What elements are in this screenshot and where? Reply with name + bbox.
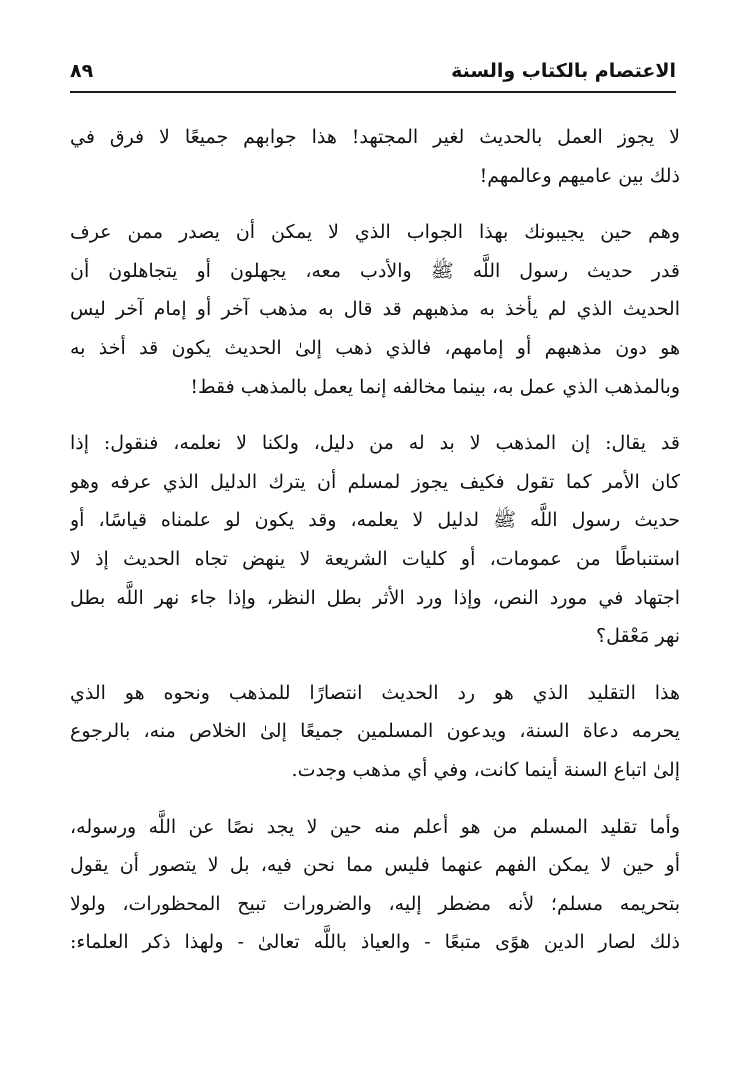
paragraph-gap: [70, 406, 680, 424]
page-header: [70, 56, 676, 96]
text-line: ذلك لصار الدين هوًى متبعًا - والعياذ باللَّه تعالىٰ - ولهذا ذكر العلماء:: [70, 931, 680, 954]
text-line: هو دون مذهبهم أو إمامهم، فالذي ذهب إلىٰ الحديث يكون قد أخذ به: [70, 336, 680, 359]
paragraph: [70, 424, 680, 656]
text-line: نهر مَعْقل؟: [596, 625, 680, 648]
text-line: حديث رسول اللَّه ﷺ لدليل لا يعلمه، وقد يكون لو علمناه قياسًا، أو: [70, 509, 680, 532]
text-line: وهم حين يجيبونك بهذا الجواب الذي لا يمكن أن يصدر ممن عرف: [70, 221, 680, 244]
running-title: الاعتصام بالكتاب والسنة: [451, 60, 676, 82]
text-line: وأما تقليد المسلم من هو أعلم منه حين لا يجد نصًا عن اللَّه ورسوله،: [70, 815, 680, 838]
text-line: وبالمذهب الذي عمل به، بينما مخالفه إنما يعمل بالمذهب فقط!: [190, 375, 680, 398]
text-line: إلىٰ اتباع السنة أينما كانت، وفي أي مذهب وجدت.: [291, 758, 680, 781]
page-number: ٨٩: [70, 60, 94, 82]
paragraph: [70, 808, 680, 962]
paragraph-gap: [70, 790, 680, 808]
paragraph-gap: [70, 195, 680, 213]
text-line: لا يجوز العمل بالحديث لغير المجتهد! هذا جوابهم جميعًا لا فرق في: [70, 126, 680, 148]
header-rule: [70, 91, 676, 93]
text-line: اجتهاد في مورد النص، وإذا ورد الأثر بطل النظر، وإذا جاء نهر اللَّه بطل: [70, 586, 680, 609]
text-line: ذلك بين عاميهم وعالمهم!: [479, 164, 680, 187]
paragraph: [70, 118, 680, 195]
text-line: قد يقال: إن المذهب لا بد له من دليل، ولكنا لا نعلمه، فنقول: إذا: [70, 432, 680, 455]
body-text: [70, 118, 680, 962]
paragraph: [70, 674, 680, 790]
text-line: بتحريمه مسلم؛ لأنه مضطر إليه، والضرورات تبيح المحظورات، ولولا: [70, 892, 680, 915]
text-line: الحديث الذي لم يأخذ به مذهبهم قد قال به مذهب آخر أو إمام آخر ليس: [70, 298, 680, 321]
text-line: أو حين لا يمكن الفهم عنهما فليس مما نحن فيه، بل لا يتصور أن يقول: [70, 854, 680, 877]
paragraph-gap: [70, 656, 680, 674]
text-line: هذا التقليد الذي هو رد الحديث انتصارًا للمذهب ونحوه هو الذي: [70, 681, 680, 704]
text-line: استنباطًا من عمومات، أو كليات الشريعة لا ينهض تجاه الحديث إذ لا: [70, 547, 680, 570]
paragraph: [70, 213, 680, 406]
text-line: قدر حديث رسول اللَّه ﷺ والأدب معه، يجهلون أو يتجاهلون أن: [70, 259, 680, 282]
text-line: كان الأمر كما تقول فكيف يجوز لمسلم أن يترك الدليل الذي عرفه وهو: [70, 470, 680, 493]
text-line: يحرمه دعاة السنة، ويدعون المسلمين جميعًا إلىٰ الخلاص منه، بالرجوع: [70, 720, 680, 743]
